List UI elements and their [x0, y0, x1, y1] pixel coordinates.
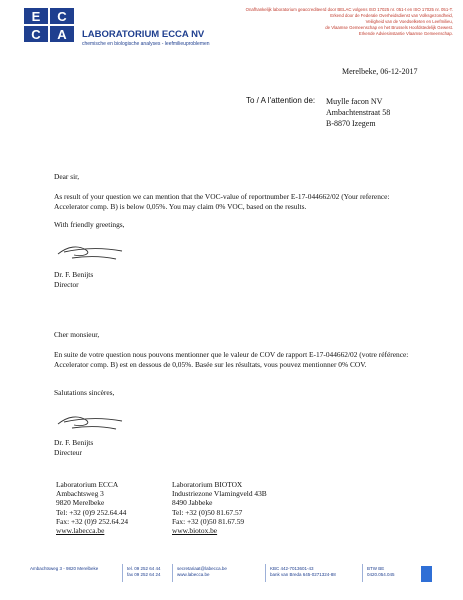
body-fr: En suite de votre question nous pouvons mentionner que le valeur de COV de rapport E-17-044662/02 (votre référence: Accelerator comp. B) est en dessous de 0,05%. Basée sur les résultats, vous pouvez mentionner 0% COV.	[54, 350, 409, 370]
ecca-logo	[24, 8, 76, 44]
footer-btw-number: 0420.054.045	[367, 572, 395, 577]
contact-fax: Fax: +32 (0)50 81.67.59	[172, 516, 245, 526]
footer-divider	[122, 564, 123, 582]
contact-fax: Fax: +32 (0)9 252.64.24	[56, 516, 129, 526]
contact-website-link[interactable]: www.biotox.be	[172, 526, 218, 536]
address-line: Muylle facon NV	[326, 97, 383, 106]
contact-street: Ambachtsweg 3	[56, 489, 104, 499]
signature-en	[56, 238, 126, 264]
recipient-label: To / A l'attention de:	[246, 96, 316, 105]
contact-biotox	[172, 480, 267, 535]
signer-name-en: Dr. F. Benijts	[54, 270, 94, 279]
contact-tel: Tel: +32 (0)9 252.64.44	[56, 507, 127, 517]
footer-email[interactable]: secretariaat@labecca.be	[177, 566, 227, 571]
recipient-address	[326, 96, 390, 129]
accreditation-notice	[203, 7, 453, 37]
signature-fr	[56, 408, 126, 434]
contact-name: Laboratorium ECCA	[56, 480, 119, 489]
logo-letter: C	[24, 26, 48, 42]
footer-vat	[367, 566, 395, 578]
contact-city: 9820 Merelbeke	[56, 498, 105, 508]
accreditation-line: Veiligheid van de Voedselketen en Leefmilieu,	[365, 18, 453, 24]
signer-title-fr: Directeur	[54, 448, 82, 457]
footer-address: Ambachtsweg 3 - 9820 Merelbeke	[30, 566, 99, 571]
footer-divider	[362, 564, 363, 582]
contact-tel: Tel: +32 (0)50 81.67.57	[172, 507, 243, 517]
footer-fax: fax 09 252 64 24	[127, 572, 161, 577]
address-line: B-8870 Izegem	[326, 119, 376, 128]
logo-letter: A	[50, 26, 74, 42]
address-line: Ambachtenstraat 58	[326, 108, 391, 117]
signer-title-en: Director	[54, 280, 79, 289]
footer-bank-breda: bank van Breda 645-0271324-88	[270, 572, 336, 577]
lab-subtitle: chemische en biologische analyses - leefmilieuproblemen	[82, 41, 210, 47]
logo-letter: C	[50, 8, 74, 24]
footer-kbc: KBC 442-7013601-43	[270, 566, 314, 571]
contact-website-link[interactable]: www.labecca.be	[56, 526, 105, 536]
footer-btw-label: BTW BE	[367, 566, 385, 571]
salutation-fr: Cher monsieur,	[54, 330, 100, 339]
accreditation-line: Onafhankelijk laboratorium geaccrediteerd door BELAC volgens ISO 17025 nr. 051-t en ISO 17025 nr. 051-T.	[245, 7, 453, 12]
accreditation-line: Erkende Adviesinstantie Vlaamse Gemeenschap.	[358, 30, 453, 36]
letter-date: Merelbeke, 06-12-2017	[342, 67, 418, 76]
salutation-en: Dear sir,	[54, 172, 80, 181]
lab-name: LABORATORIUM ECCA NV	[82, 29, 205, 40]
contact-city: 8490 Jabbeke	[172, 498, 213, 508]
footer-tel: tel. 09 252 64 44	[127, 566, 161, 571]
accreditation-line: Erkend door de Federale Overheidsdienst van Volksgezondheid,	[330, 12, 453, 18]
footer-web[interactable]: www.labecca.be	[177, 572, 210, 577]
footer-contact	[177, 566, 227, 578]
footer-divider	[172, 564, 173, 582]
contact-ecca	[56, 480, 128, 535]
body-en: As result of your question we can mention that the VOC-value of reportnumber E-17-044662/02 (Your reference: Accelerator comp. B) is below 0,05%. You may claim 0% VOC, based on the results.	[54, 192, 390, 212]
footer-blue-block	[421, 566, 432, 582]
accreditation-line: de Vlaamse Gemeenschap en het Brussels Hoofdstedelijk Gewest.	[325, 24, 453, 30]
closing-en: With friendly greetings,	[54, 220, 125, 229]
closing-fr: Salutations sincères,	[54, 388, 115, 397]
contact-street: Industriezone Vlamingveld 43B	[172, 489, 267, 499]
footer-divider	[265, 564, 266, 582]
footer-bank	[270, 566, 336, 578]
footer-phone	[127, 566, 161, 578]
contact-name: Laboratorium BIOTOX	[172, 480, 243, 489]
logo-letter: E	[24, 8, 48, 24]
signer-name-fr: Dr. F. Benijts	[54, 438, 94, 447]
